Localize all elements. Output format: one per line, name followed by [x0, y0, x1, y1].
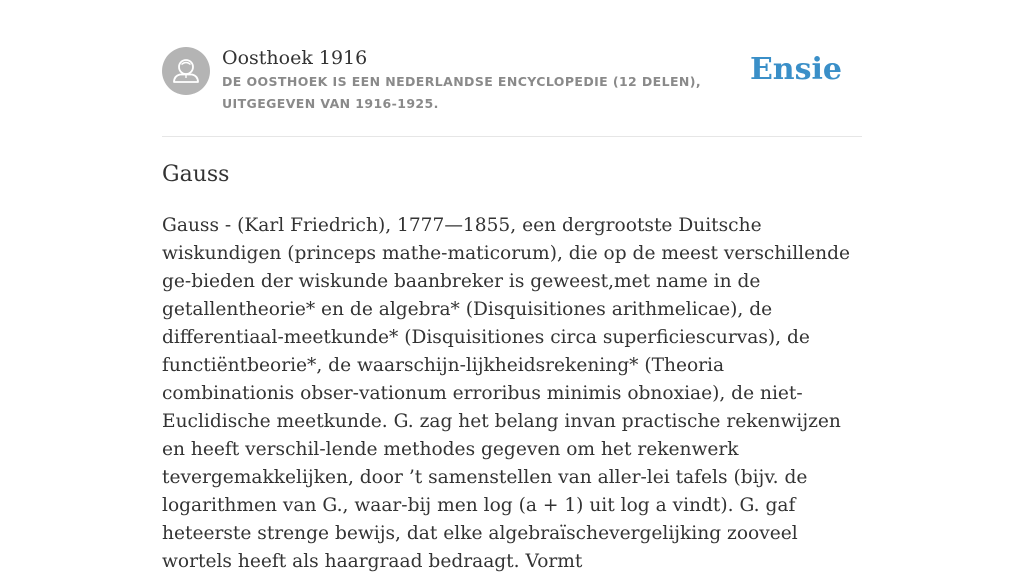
article-title: Gauss	[162, 162, 230, 187]
entry-page	[162, 0, 862, 572]
article-body: Gauss - (Karl Friedrich), 1777—1855, een dergrootste Duitsche wiskundigen (princeps mathe-maticorum), die op de meest verschillende ge-bieden der wiskunde baanbreker is geweest,met name in de getallentheorie* en de algebra* (Disquisitiones arithmelicae), de differentiaal-meetkunde* (Disquisitiones circa superficiescurvas), de functiëntbeorie*, de waarschijn-lijkheidsrekening* (Theoria combinationis obser-vationum erroribus minimis obnoxiae), de niet-Euclidische meetkunde. G. zag het belang invan practische rekenwijzen en heeft verschil-lende methodes gegeven om het rekenwerk tevergemakkelijken, door ’t samenstellen van aller-lei tafels (bijv. de logarithmen van G., waar-bij men log (a + 1) uit log a vindt). G. gaf heteerste strenge bewijs, dat elke algebraïschevergelijking zooveel wortels heeft als haargraad bedraagt. Vormt	[162, 215, 850, 572]
source-description: DE OOSTHOEK IS EEN NEDERLANDSE ENCYCLOPEDIE (12 DELEN), UITGEGEVEN VAN 1916-1925.	[222, 74, 702, 111]
source-avatar[interactable]	[162, 47, 210, 95]
source-header	[162, 46, 862, 137]
source-info	[222, 46, 762, 115]
ensie-logo-link[interactable]: Ensie	[749, 52, 842, 87]
source-title[interactable]: Oosthoek 1916	[222, 47, 368, 69]
user-icon	[162, 47, 210, 95]
